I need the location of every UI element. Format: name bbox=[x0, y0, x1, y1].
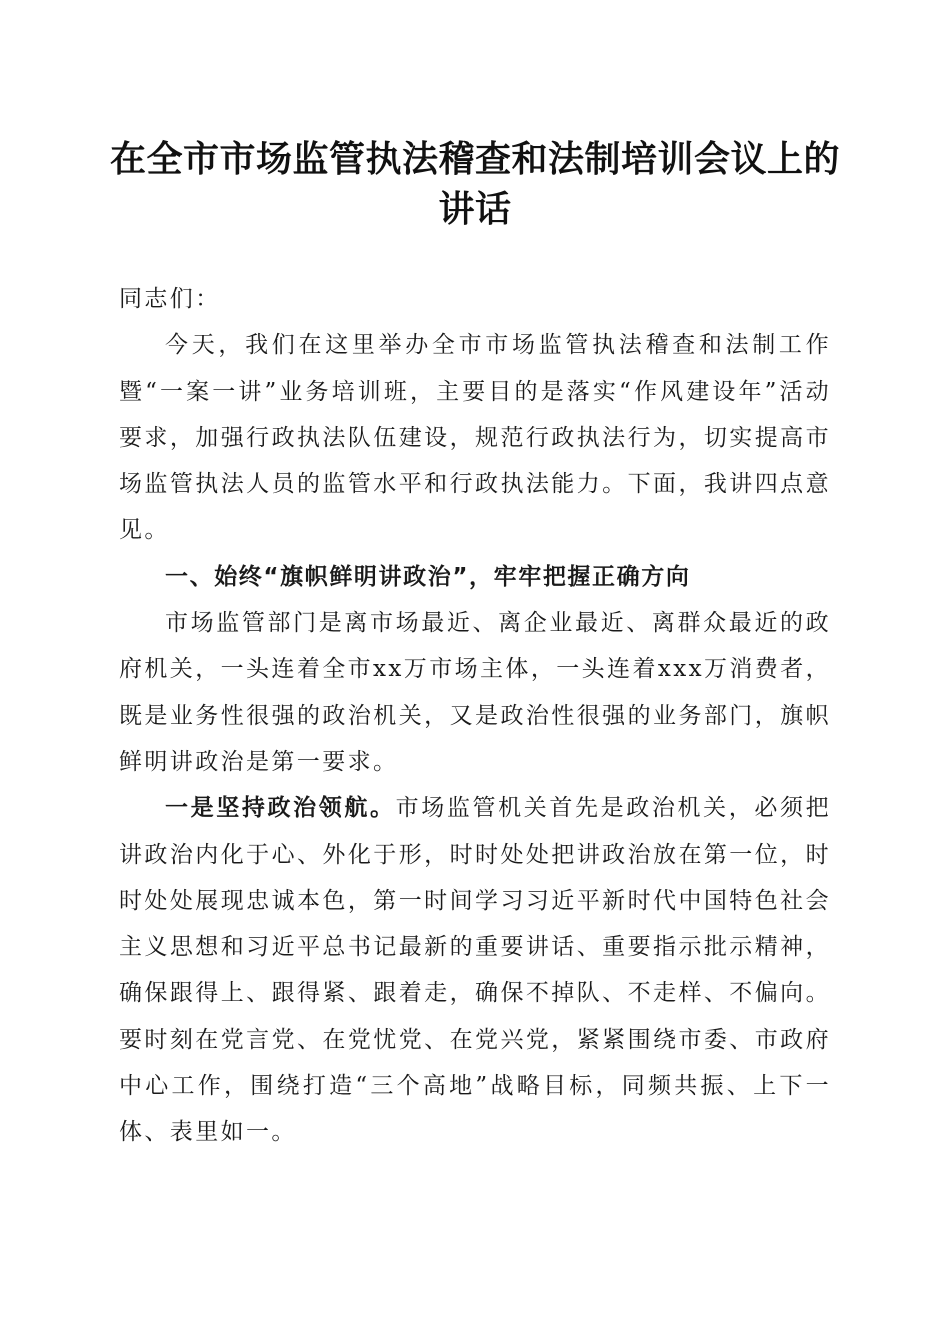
section-1-paragraph: 市场监管部门是离市场最近、离企业最近、离群众最近的政府机关，一头连着全市xx万市场主体，一头连着xxx万消费者，既是业务性很强的政治机关，又是政治性很强的业务部门，旗帜鲜明讲政治是第一要求。 bbox=[119, 610, 831, 775]
section-1-point-1 bbox=[119, 785, 831, 1155]
document-body bbox=[119, 276, 831, 1156]
title-line-2: 讲话 bbox=[438, 188, 512, 230]
title-line-1: 在全市市场监管执法稽查和法制培训会议上的 bbox=[110, 138, 841, 180]
intro-paragraph: 今天，我们在这里举办全市市场监管执法稽查和法制工作暨“一案一讲”业务培训班，主要目的是落实“作风建设年”活动要求，加强行政执法队伍建设，规范行政执法行为，切实提高市场监管执法人员的监管水平和行政执法能力。下面，我讲四点意见。 bbox=[119, 332, 831, 544]
point-1-text: 市场监管机关首先是政治机关，必须把讲政治内化于心、外化于形，时时处处把讲政治放在第一位，时时处处展现忠诚本色，第一时间学习习近平新时代中国特色社会主义思想和习近平总书记最新的重要讲话、重要指示批示精神，确保跟得上、跟得紧、跟着走，确保不掉队、不走样、不偏向。要时刻在党言党、在党忧党、在党兴党，紧紧围绕市委、市政府中心工作，围绕打造“三个高地”战略目标，同频共振、上下一体、表里如一。 bbox=[119, 795, 831, 1146]
point-1-lead: 一是坚持政治领航。 bbox=[165, 794, 396, 822]
salutation: 同志们： bbox=[119, 286, 221, 312]
section-1-heading: 一、始终“旗帜鲜明讲政治”，牢牢把握正确方向 bbox=[165, 563, 691, 590]
page-title bbox=[110, 134, 840, 234]
